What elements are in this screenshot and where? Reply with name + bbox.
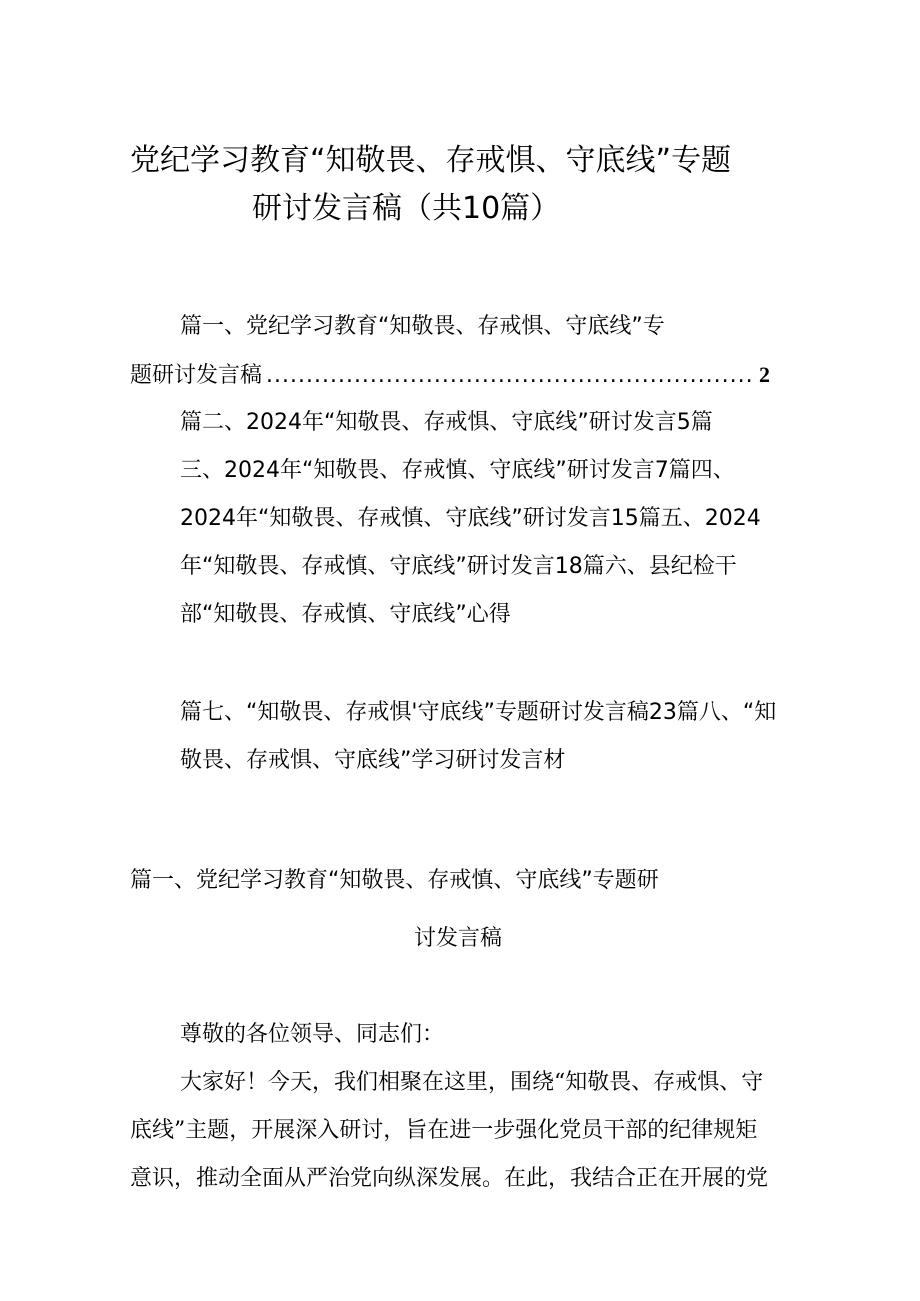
section-heading-line-2: 讨发言稿 [414,926,503,951]
toc-line[interactable]: 2024年“知敬畏、存戒慎、守底线”研讨发言15篇五、2024 [180,506,761,531]
paragraph-line: 底线”主题，开展深入研讨，旨在进一步强化党员干部的纪律规矩 [130,1118,758,1143]
toc-line[interactable]: 篇二、2024年“知敬畏、存戒惧、守底线”研讨发言5篇 [180,410,713,435]
document-title-line-1: 党纪学习教育“知敬畏、存戒惧、守底线”专题 [130,143,732,178]
toc-page-number: 2 [759,362,770,387]
toc-line[interactable]: 敬畏、存戒惧、守底线”学习研讨发言材 [180,748,566,773]
salutation: 尊敬的各位领导、同志们： [180,1022,445,1047]
paragraph-line: 大家好！今天，我们相聚在这里，围绕“知敬畏、存戒惧、守 [180,1070,764,1095]
section-heading-line-1: 篇一、党纪学习教育“知敬畏、存戒慎、守底线”专题研 [130,868,659,893]
toc-line[interactable]: 篇一、党纪学习教育“知敬畏、存戒惧、守底线”专 [180,314,665,339]
toc-line[interactable]: 部“知敬畏、存戒慎、守底线”心得 [180,602,511,627]
toc-line[interactable]: 篇七、“知敬畏、存戒惧'守底线”专题研讨发言稿23篇八、“知 [180,700,777,725]
toc-line[interactable]: 三、2024年“知敬畏、存戒慎、守底线”研讨发言7篇四、 [180,458,735,483]
toc-entry-with-page[interactable] [130,364,770,387]
toc-leader-dots [266,365,755,387]
toc-entry-text: 题研讨发言稿 [130,363,263,388]
document-title-line-2: 研讨发言稿（共10篇） [252,191,561,226]
paragraph-line: 意识，推动全面从严治党向纵深发展。在此，我结合正在开展的党 [130,1166,769,1191]
toc-line[interactable]: 年“知敬畏、存戒慎、守底线”研讨发言18篇六、县纪检干 [180,554,737,579]
